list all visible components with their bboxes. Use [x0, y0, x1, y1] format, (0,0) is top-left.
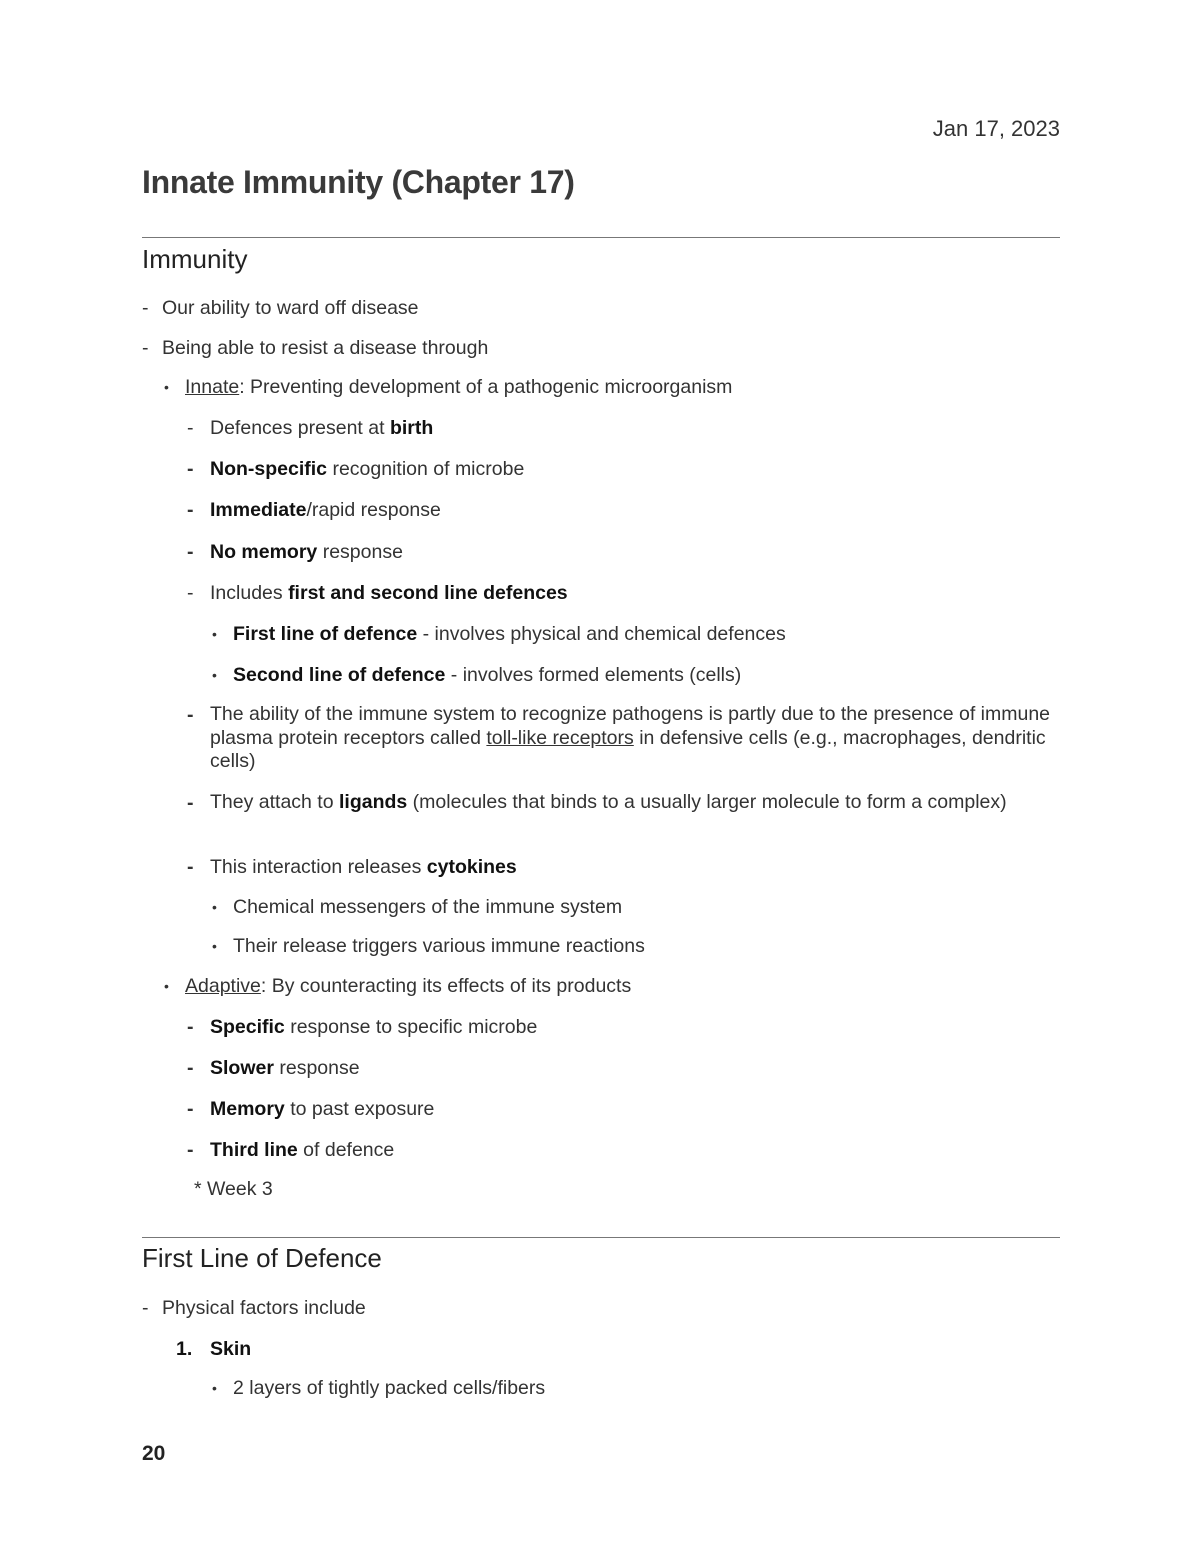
innate-label: Innate [185, 376, 240, 398]
bold-term: Non-specific [210, 458, 328, 480]
list-item-text: response [273, 1057, 360, 1079]
list-item-text: Their release triggers various immune reactions [233, 935, 645, 957]
dash-marker: - [187, 792, 194, 814]
dash-marker: - [187, 1016, 194, 1038]
dash-marker: - [142, 297, 149, 319]
bold-term: Skin [210, 1338, 252, 1360]
dash-marker: - [187, 704, 194, 726]
dash-marker: - [187, 582, 194, 604]
section-divider [142, 237, 1060, 238]
document-date: Jan 17, 2023 [932, 116, 1060, 141]
bullet-marker: • [164, 379, 169, 395]
bold-term: cytokines [426, 856, 517, 878]
list-item-text: response to specific microbe [284, 1016, 538, 1038]
dash-marker: - [142, 337, 149, 359]
list-item-text: This interaction releases [210, 856, 427, 878]
bold-term: Slower [210, 1057, 274, 1079]
section-heading-immunity: Immunity [142, 244, 248, 274]
list-item-text: Defences present at [210, 417, 390, 439]
dash-marker: - [187, 499, 194, 521]
week-note: * Week 3 [194, 1178, 273, 1200]
list-item-text: in defensive cells (e.g., macrophages, dendritic cells) [210, 726, 1046, 772]
list-item-text: The ability of the immune system to recognize pathogens is partly due to the presence of immune plasma protein receptors called [210, 703, 1051, 749]
page-number: 20 [142, 1442, 166, 1465]
underlined-term: toll-like receptors [486, 726, 634, 749]
bold-term: Second line of defence [233, 664, 446, 686]
section-heading-first-line-of-defence: First Line of Defence [142, 1243, 382, 1273]
bullet-marker: • [212, 1380, 217, 1396]
bullet-marker: • [212, 626, 217, 642]
dash-marker: - [187, 1098, 194, 1120]
bold-term: ligands [339, 791, 408, 813]
dash-marker: - [187, 458, 194, 480]
dash-marker: - [187, 856, 194, 878]
bold-term: first and second line defences [288, 582, 568, 604]
dash-marker: - [142, 1297, 149, 1319]
bold-term: Third line [210, 1139, 298, 1161]
bold-term: Specific [210, 1016, 285, 1038]
dash-marker: - [187, 1139, 194, 1161]
section-divider [142, 1237, 1060, 1238]
dash-marker: - [187, 1057, 194, 1079]
list-item-text: /rapid response [306, 499, 441, 521]
bullet-marker: • [212, 667, 217, 683]
list-item-text: of defence [297, 1139, 395, 1161]
list-item-text: response [317, 541, 403, 563]
list-item-text: - involves physical and chemical defences [417, 623, 786, 645]
dash-marker: - [187, 417, 194, 439]
bold-term: birth [389, 417, 434, 439]
bullet-marker: • [212, 938, 217, 954]
list-item-text: Chemical messengers of the immune system [233, 896, 623, 918]
list-item-text: recognition of microbe [327, 458, 525, 480]
list-item-text: 2 layers of tightly packed cells/fibers [233, 1377, 546, 1399]
bullet-marker: • [212, 899, 217, 915]
bold-term: No memory [210, 541, 318, 563]
innate-description: : Preventing development of a pathogenic microorganism [239, 376, 733, 398]
list-item-text: (molecules that binds to a usually larger molecule to form a complex) [407, 791, 1007, 813]
list-item-text: Our ability to ward off disease [162, 297, 419, 319]
list-item-text: They attach to [210, 791, 339, 813]
list-item-text: to past exposure [284, 1098, 435, 1120]
list-item-text: Includes [210, 582, 289, 604]
list-item-text: - involves formed elements (cells) [445, 664, 742, 686]
list-item-text: Physical factors include [162, 1297, 366, 1319]
adaptive-label: Adaptive [185, 975, 261, 997]
bullet-marker: • [164, 978, 169, 994]
bold-term: Memory [210, 1098, 285, 1120]
list-item-text: Being able to resist a disease through [162, 337, 489, 359]
number-marker: 1. [176, 1338, 193, 1360]
bold-term: First line of defence [233, 623, 418, 645]
bold-term: Immediate [210, 499, 307, 521]
page-title: Innate Immunity (Chapter 17) [142, 164, 575, 200]
adaptive-description: : By counteracting its effects of its products [260, 975, 632, 997]
dash-marker: - [187, 541, 194, 563]
